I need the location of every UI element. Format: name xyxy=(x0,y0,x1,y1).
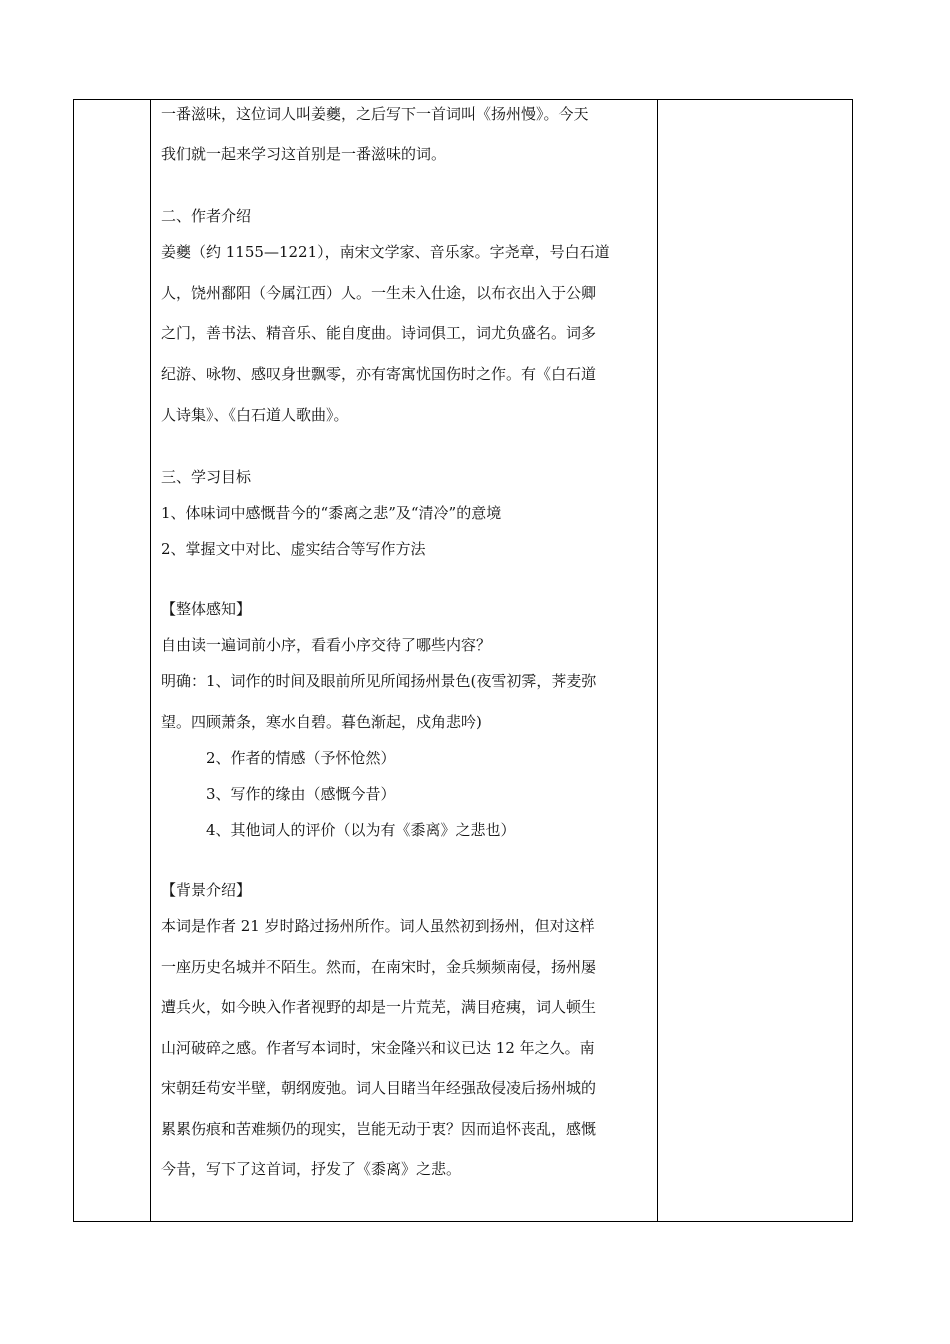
background-line: 本词是作者 21 岁时路过扬州所作。词人虽然初到扬州，但对这样 xyxy=(161,917,595,935)
section-heading-goals: 三、学习目标 xyxy=(161,468,252,486)
goal-item: 2、掌握文中对比、虚实结合等写作方法 xyxy=(161,540,426,558)
intro-line: 我们就一起来学习这首别是一番滋味的词。 xyxy=(161,145,447,163)
goal-item: 1、体味词中感慨昔今的“黍离之悲”及“清冷”的意境 xyxy=(161,504,502,522)
background-line: 宋朝廷苟安半壁，朝纲废弛。词人目睹当年经强敌侵凌后扬州城的 xyxy=(161,1079,597,1097)
background-line: 山河破碎之感。作者写本词时，宋金隆兴和议已达 12 年之久。南 xyxy=(161,1039,595,1057)
background-line: 累累伤痕和苦难频仍的现实，岂能无动于衷？因而追怀丧乱，感慨 xyxy=(161,1120,597,1138)
overall-point: 4、其他词人的评价（以为有《黍离》之悲也） xyxy=(206,821,516,839)
author-line: 纪游、咏物、感叹身世飘零，亦有寄寓忧国伤时之作。有《白石道 xyxy=(161,365,597,383)
overall-point: 3、写作的缘由（感慨今昔） xyxy=(206,785,396,803)
column-divider-right xyxy=(657,100,658,1221)
column-divider-left xyxy=(150,100,151,1221)
author-line: 姜夔（约 1155—1221），南宋文学家、音乐家。字尧章，号白石道 xyxy=(161,243,610,261)
section-heading-background: 【背景介绍】 xyxy=(161,881,252,899)
author-line: 人诗集》、《白石道人歌曲》。 xyxy=(161,406,349,424)
overall-answer-line: 望。四顾萧条，寒水自碧。暮色渐起，戍角悲吟) xyxy=(161,713,482,731)
author-line: 人，饶州鄱阳（今属江西）人。一生未入仕途，以布衣出入于公卿 xyxy=(161,284,597,302)
overall-question: 自由读一遍词前小序，看看小序交待了哪些内容？ xyxy=(161,636,492,654)
background-line: 遭兵火，如今映入作者视野的却是一片荒芜，满目疮痍，词人顿生 xyxy=(161,998,597,1016)
author-line: 之门，善书法、精音乐、能自度曲。诗词俱工，词尤负盛名。词多 xyxy=(161,324,597,342)
intro-line: 一番滋味，这位词人叫姜夔，之后写下一首词叫《扬州慢》。今天 xyxy=(161,105,589,123)
background-line: 一座历史名城并不陌生。然而，在南宋时，金兵频频南侵，扬州屡 xyxy=(161,958,597,976)
overall-answer-line: 明确：1、词作的时间及眼前所见所闻扬州景色(夜雪初霁，荠麦弥 xyxy=(161,672,597,690)
background-line: 今昔，写下了这首词，抒发了《黍离》之悲。 xyxy=(161,1160,462,1178)
section-heading-overall: 【整体感知】 xyxy=(161,600,252,618)
overall-point: 2、作者的情感（予怀怆然） xyxy=(206,749,396,767)
section-heading-author: 二、作者介绍 xyxy=(161,207,252,225)
